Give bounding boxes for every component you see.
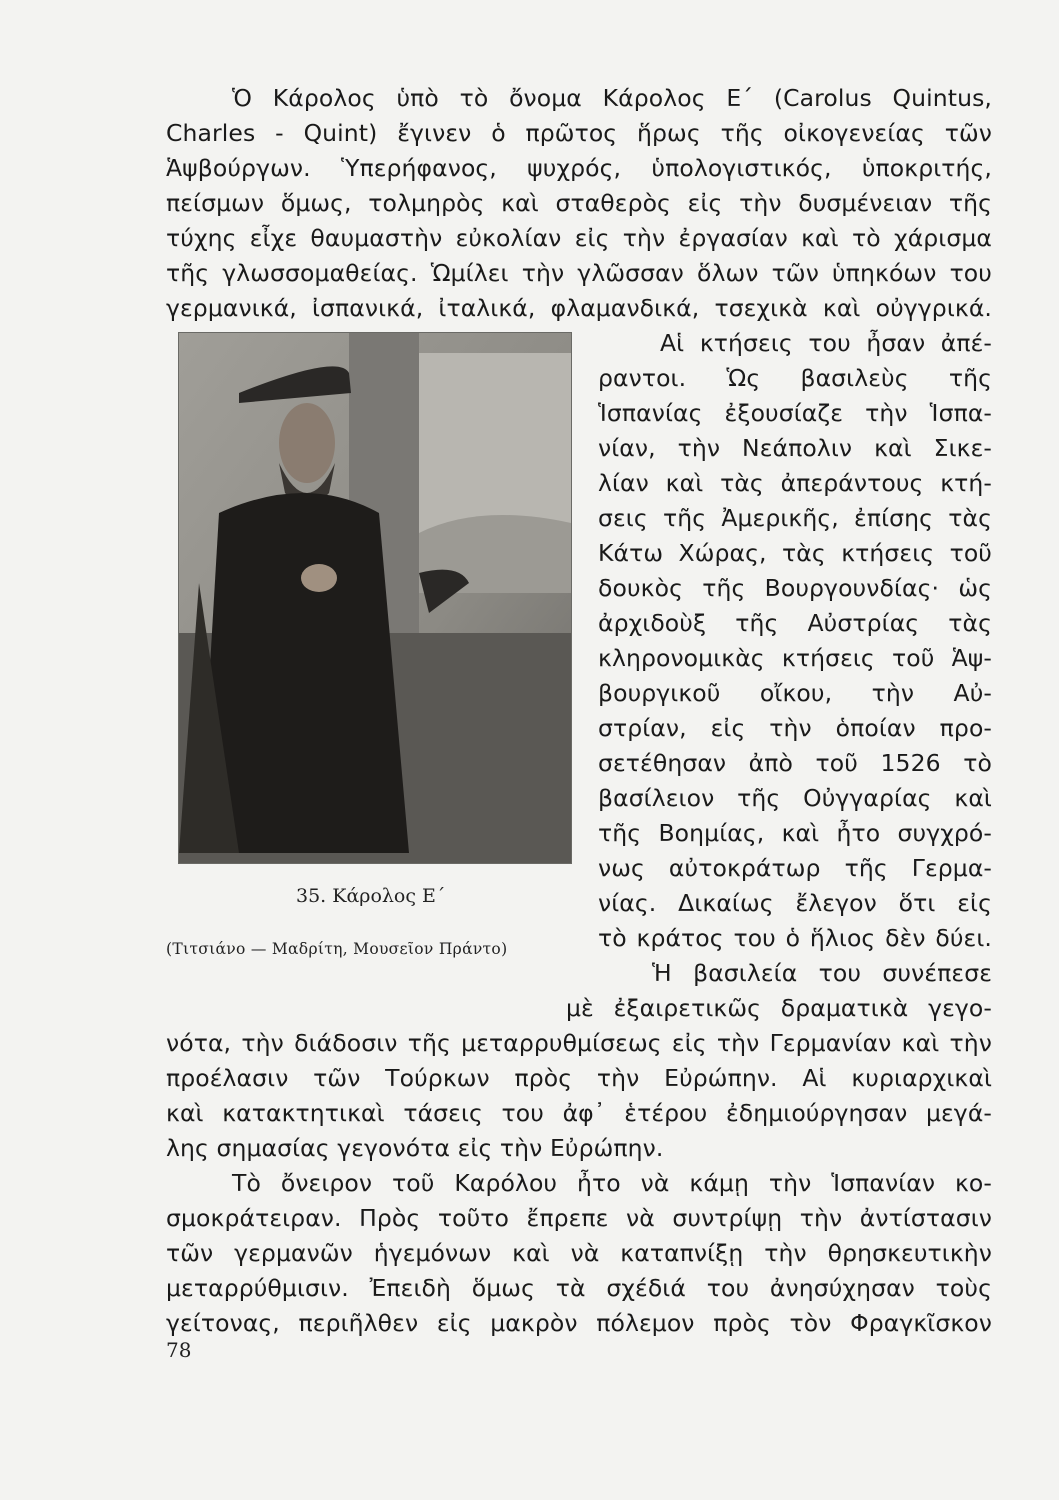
text-line: νότα, τὴν διάδοσιν τῆς μεταρρυθμίσεως εἰς τὴν Γερμανίαν καὶ τὴν <box>166 1029 992 1057</box>
text-line: νως αὐτοκράτωρ τῆς Γερμα- <box>598 854 992 882</box>
text-line: μὲ ἐξαιρετικῶς δραματικὰ γεγο- <box>566 994 992 1022</box>
text-line: σεις τῆς Ἀμερικῆς, ἐπίσης τὰς <box>598 504 992 532</box>
text-line: Ἡ βασιλεία του συνέπεσε <box>652 959 992 987</box>
text-line: τῶν γερμανῶν ἡγεμόνων καὶ νὰ καταπνίξῃ τὴν θρησκευτικὴν <box>166 1239 992 1267</box>
text-line: Charles - Quint) ἔγινεν ὁ πρῶτος ἥρως τῆς οἰκογενείας τῶν <box>166 119 992 147</box>
text-line: πείσμων ὅμως, τολμηρὸς καὶ σταθερὸς εἰς τὴν δυσμένειαν τῆς <box>166 189 992 217</box>
text-line: βουργικοῦ οἴκου, τὴν Αὐ- <box>598 679 992 707</box>
text-line: σμοκράτειραν. Πρὸς τοῦτο ἔπρεπε νὰ συντρίψῃ τὴν ἀντίστασιν <box>166 1204 992 1232</box>
text-line: ραντοι. Ὡς βασιλεὺς τῆς <box>598 364 992 392</box>
figure-caption: 35. Κάρολος Ε΄ <box>296 885 446 907</box>
text-line: κληρονομικὰς κτήσεις τοῦ Ἁψ- <box>598 644 992 672</box>
text-line: Κάτω Χώρας, τὰς κτήσεις τοῦ <box>598 539 992 567</box>
text-line: ἀρχιδοὺξ τῆς Αὐστρίας τὰς <box>598 609 992 637</box>
text-line: καὶ κατακτητικαὶ τάσεις του ἀφ᾿ ἑτέρου ἐδημιούργησαν μεγά- <box>166 1099 992 1127</box>
text-line: γερμανικά, ἰσπανικά, ἰταλικά, φλαμανδικά, τσεχικὰ καὶ οὐγγρικά. <box>166 294 992 322</box>
text-line: Ἁψβούργων. Ὑπερήφανος, ψυχρός, ὑπολογιστικός, ὑποκριτής, <box>166 154 992 182</box>
portrait-figure <box>178 332 572 864</box>
text-line: νίαν, τὴν Νεάπολιν καὶ Σικε- <box>598 434 992 462</box>
text-line: βασίλειον τῆς Οὐγγαρίας καὶ <box>598 784 992 812</box>
portrait-image <box>179 333 571 863</box>
text-line: Αἱ κτήσεις του ἦσαν ἀπέ- <box>660 329 992 357</box>
text-line: τῆς γλωσσομαθείας. Ὡμίλει τὴν γλῶσσαν ὅλων τῶν ὑπηκόων του <box>166 259 992 287</box>
text-line: Τὸ ὄνειρον τοῦ Καρόλου ἦτο νὰ κάμῃ τὴν Ἱσπανίαν κο- <box>232 1169 992 1197</box>
figure-credit: (Τιτσιάνο — Μαδρίτη, Μουσεῖον Πράντο) <box>166 940 508 958</box>
text-line: λίαν καὶ τὰς ἀπεράντους κτή- <box>598 469 992 497</box>
text-line: στρίαν, εἰς τὴν ὁποίαν προ- <box>598 714 992 742</box>
text-line: λης σημασίας γεγονότα εἰς τὴν Εὐρώπην. <box>166 1134 664 1162</box>
text-line: τῆς Βοημίας, καὶ ἦτο συγχρό- <box>598 819 992 847</box>
text-line: προέλασιν τῶν Τούρκων πρὸς τὴν Εὐρώπην. Αἱ κυριαρχικαὶ <box>166 1064 992 1092</box>
text-line: τύχης εἶχε θαυμαστὴν εὐκολίαν εἰς τὴν ἐργασίαν καὶ τὸ χάρισμα <box>166 224 992 252</box>
text-line: δουκὸς τῆς Βουργουνδίας· ὡς <box>598 574 992 602</box>
text-line: Ὁ Κάρολος ὑπὸ τὸ ὄνομα Κάρολος Ε΄ (Carolus Quintus, <box>232 84 992 112</box>
text-line: μεταρρύθμισιν. Ἐπειδὴ ὅμως τὰ σχέδιά του ἀνησύχησαν τοὺς <box>166 1274 992 1302</box>
text-line: Ἱσπανίας ἐξουσίαζε τὴν Ἱσπα- <box>598 399 992 427</box>
page-number: 78 <box>166 1338 192 1362</box>
text-line: νίας. Δικαίως ἔλεγον ὅτι εἰς <box>598 889 992 917</box>
text-line: γείτονας, περιῆλθεν εἰς μακρὸν πόλεμον πρὸς τὸν Φραγκῖσκον <box>166 1309 992 1337</box>
text-line: σετέθησαν ἀπὸ τοῦ 1526 τὸ <box>598 749 992 777</box>
text-line: τὸ κράτος του ὁ ἥλιος δὲν δύει. <box>598 924 992 952</box>
